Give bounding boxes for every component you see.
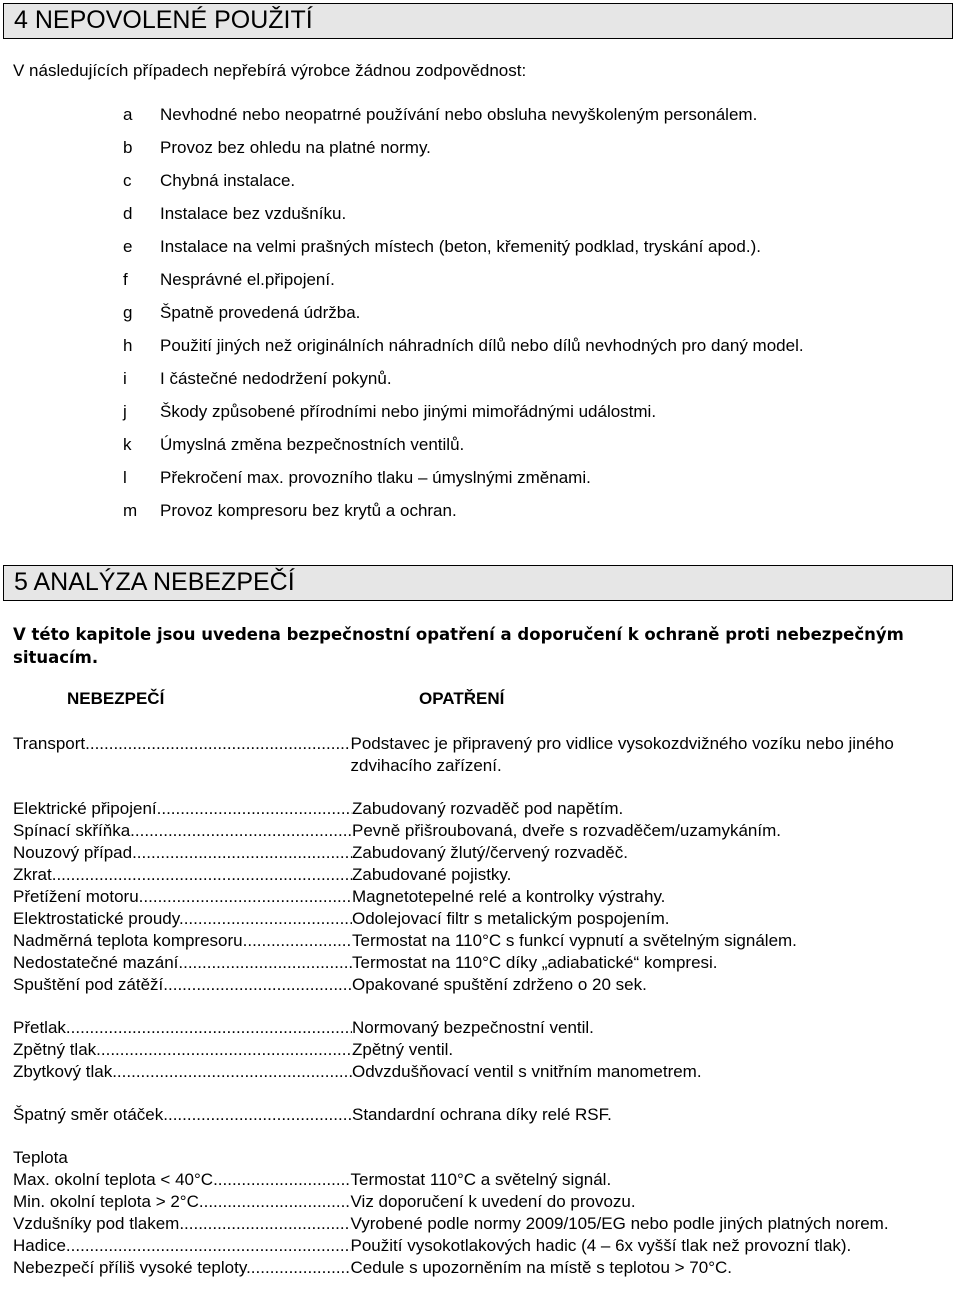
hazard-text: Hadice [13,1236,66,1255]
list-item-letter: b [123,138,133,157]
hazard-text: Přetlak [13,1018,66,1037]
list-item-letter: j [123,402,127,421]
list-item-text: Špatně provedená údržba. [160,303,361,322]
prohibited-use-list [123,104,804,533]
hazard-row [13,1235,943,1257]
hazard-row [13,820,943,842]
hazard-row [13,1213,943,1235]
list-item [123,203,804,236]
temperature-heading: Teplota [13,1148,68,1167]
hazard-label [13,798,352,820]
list-item [123,467,804,500]
measure-text: Magnetotepelné relé a kontrolky výstrahy. [352,887,666,906]
hazard-row [13,1017,943,1039]
measure-text: Odvzdušňovací ventil s vnitřním manometrem. [352,1062,702,1081]
hazard-label [13,930,352,952]
list-item [123,269,804,302]
list-item [123,434,804,467]
list-item [123,236,804,269]
hazard-text: Zbytkový tlak [13,1062,113,1081]
measure-text: Zabudované pojistky. [352,865,512,884]
hazard-text: Transport [13,734,86,753]
hazard-label [13,1169,351,1191]
hazard-row [13,1104,943,1126]
list-item-text: Úmyslná změna bezpečnostních ventilů. [160,435,465,454]
hazard-row [13,733,943,777]
hazard-label [13,1017,352,1039]
hazard-text: Nouzový případ [13,843,133,862]
hazard-row [13,974,943,996]
hazard-text: Min. okolní teplota > 2°C [13,1192,199,1211]
hazard-label [13,952,352,974]
hazard-label [13,842,352,864]
measure-text: Pevně přišroubovaná, dveře s rozvaděčem/uzamykáním. [352,821,781,840]
list-item-text: Nesprávné el.připojení. [160,270,335,289]
list-item-text: Překročení max. provozního tlaku – úmyslnými změnami. [160,468,591,487]
list-item [123,137,804,170]
hazard-text: Max. okolní teplota < 40°C [13,1170,214,1189]
hazard-row [13,1061,943,1083]
list-item-letter: g [123,303,133,322]
hazard-text: Elektrostatické proudy [13,909,179,928]
hazard-label [13,1061,352,1083]
hazard-text: Nedostatečné mazání [13,953,179,972]
hazard-row [13,908,943,930]
hazard-row [13,952,943,974]
measure-text: Cedule s upozorněním na místě s teplotou > 70°C. [350,1258,733,1277]
hazard-row [13,798,943,820]
hazard-row [13,886,943,908]
hazard-label [13,1104,352,1126]
hazard-text: Přetížení motoru [13,887,139,906]
list-item-text: Provoz kompresoru bez krytů a ochran. [160,501,457,520]
list-item-letter: k [123,435,132,454]
list-item-text: Použití jiných než originálních náhradních dílů nebo dílů nevhodných pro daný model. [160,336,804,355]
hazard-label [13,1039,352,1061]
measure-text: Opakované spuštění zdrženo o 20 sek. [352,975,647,994]
list-item-letter: c [123,171,132,190]
hazard-text: Elektrické připojení [13,799,157,818]
hazard-row [13,1169,943,1191]
measure-text: Podstavec je připravený pro vidlice vysokozdvižného vozíku nebo jiného zdvihacího zařízení. [350,734,894,775]
list-item-letter: f [123,270,128,289]
list-item-text: Škody způsobené přírodními nebo jinými mimořádnými událostmi. [160,402,657,421]
measure-text: Viz doporučení k uvedení do provozu. [350,1192,636,1211]
list-item [123,302,804,335]
hazard-text: Zpětný tlak [13,1040,97,1059]
list-item [123,500,804,533]
measure-text: Zabudovaný rozvaděč pod napětím. [352,799,624,818]
hazard-label [13,864,352,886]
list-item-letter: m [123,501,138,520]
hazard-text: Špatný směr otáček [13,1105,164,1124]
list-item-letter: h [123,336,133,355]
measure-text: Odolejovací filtr s metalickým pospojením. [352,909,670,928]
hazard-table [13,733,943,1279]
hazard-label [13,1235,351,1257]
hazard-label [13,1191,351,1213]
list-item-text: Nevhodné nebo neopatrné používání nebo obsluha nevyškoleným personálem. [160,105,758,124]
hazard-label [13,1213,351,1235]
hazard-text: Nadměrná teplota kompresoru [13,931,243,950]
hazard-text: Zkrat [13,865,52,884]
list-item [123,368,804,401]
list-item-letter: e [123,237,133,256]
list-item-text: Instalace bez vzdušníku. [160,204,347,223]
hazard-text: Spuštění pod zátěží [13,975,164,994]
measure-column-header: OPATŘENÍ [419,689,505,708]
hazard-label [13,733,351,777]
hazard-text: Vzdušníky pod tlakem [13,1214,180,1233]
measure-text: Termostat na 110°C díky „adiabatické“ kompresi. [352,953,718,972]
list-item-text: Instalace na velmi prašných místech (beton, křemenitý podklad, tryskání apod.). [160,237,761,256]
section-5-heading: 5 ANALÝZA NEBEZPEČÍ [3,565,953,601]
hazard-label [13,1257,351,1279]
hazard-label [13,886,352,908]
measure-text: Zpětný ventil. [352,1040,454,1059]
hazard-row [13,864,943,886]
section-5-intro: V této kapitole jsou uvedena bezpečnostní opatření a doporučení k ochraně proti nebezpečným situacím. [13,625,904,667]
measure-text: Zabudovaný žlutý/červený rozvaděč. [352,843,628,862]
list-item-text: I částečné nedodržení pokynů. [160,369,392,388]
list-item-letter: a [123,105,133,124]
list-item-letter: d [123,204,133,223]
measure-text: Termostat na 110°C s funkcí vypnutí a světelným signálem. [352,931,797,950]
list-item [123,170,804,203]
hazard-row [13,930,943,952]
list-item [123,335,804,368]
hazard-label [13,820,352,842]
list-item [123,401,804,434]
hazard-row [13,1191,943,1213]
measure-text: Vyrobené podle normy 2009/105/EG nebo podle jiných platných norem. [350,1214,889,1233]
list-item-letter: i [123,369,127,388]
list-item-text: Provoz bez ohledu na platné normy. [160,138,431,157]
section-4-heading: 4 NEPOVOLENÉ POUŽITÍ [3,3,953,39]
measure-text: Standardní ochrana díky relé RSF. [352,1105,612,1124]
hazard-text: Spínací skříňka [13,821,131,840]
list-item-letter: l [123,468,127,487]
hazard-row [13,1039,943,1061]
measure-text: Termostat 110°C a světelný signál. [350,1170,612,1189]
hazard-column-header: NEBEZPEČÍ [67,689,165,708]
hazard-label [13,974,352,996]
measure-text: Normovaný bezpečnostní ventil. [352,1018,594,1037]
section-4-intro: V následujících případech nepřebírá výrobce žádnou zodpovědnost: [13,61,527,80]
measure-text: Použití vysokotlakových hadic (4 – 6x vyšší tlak než provozní tlak). [350,1236,852,1255]
hazard-text: Nebezpečí příliš vysoké teploty [13,1258,247,1277]
hazard-row [13,842,943,864]
hazard-row [13,1257,943,1279]
hazard-label [13,908,352,930]
list-item [123,104,804,137]
list-item-text: Chybná instalace. [160,171,296,190]
